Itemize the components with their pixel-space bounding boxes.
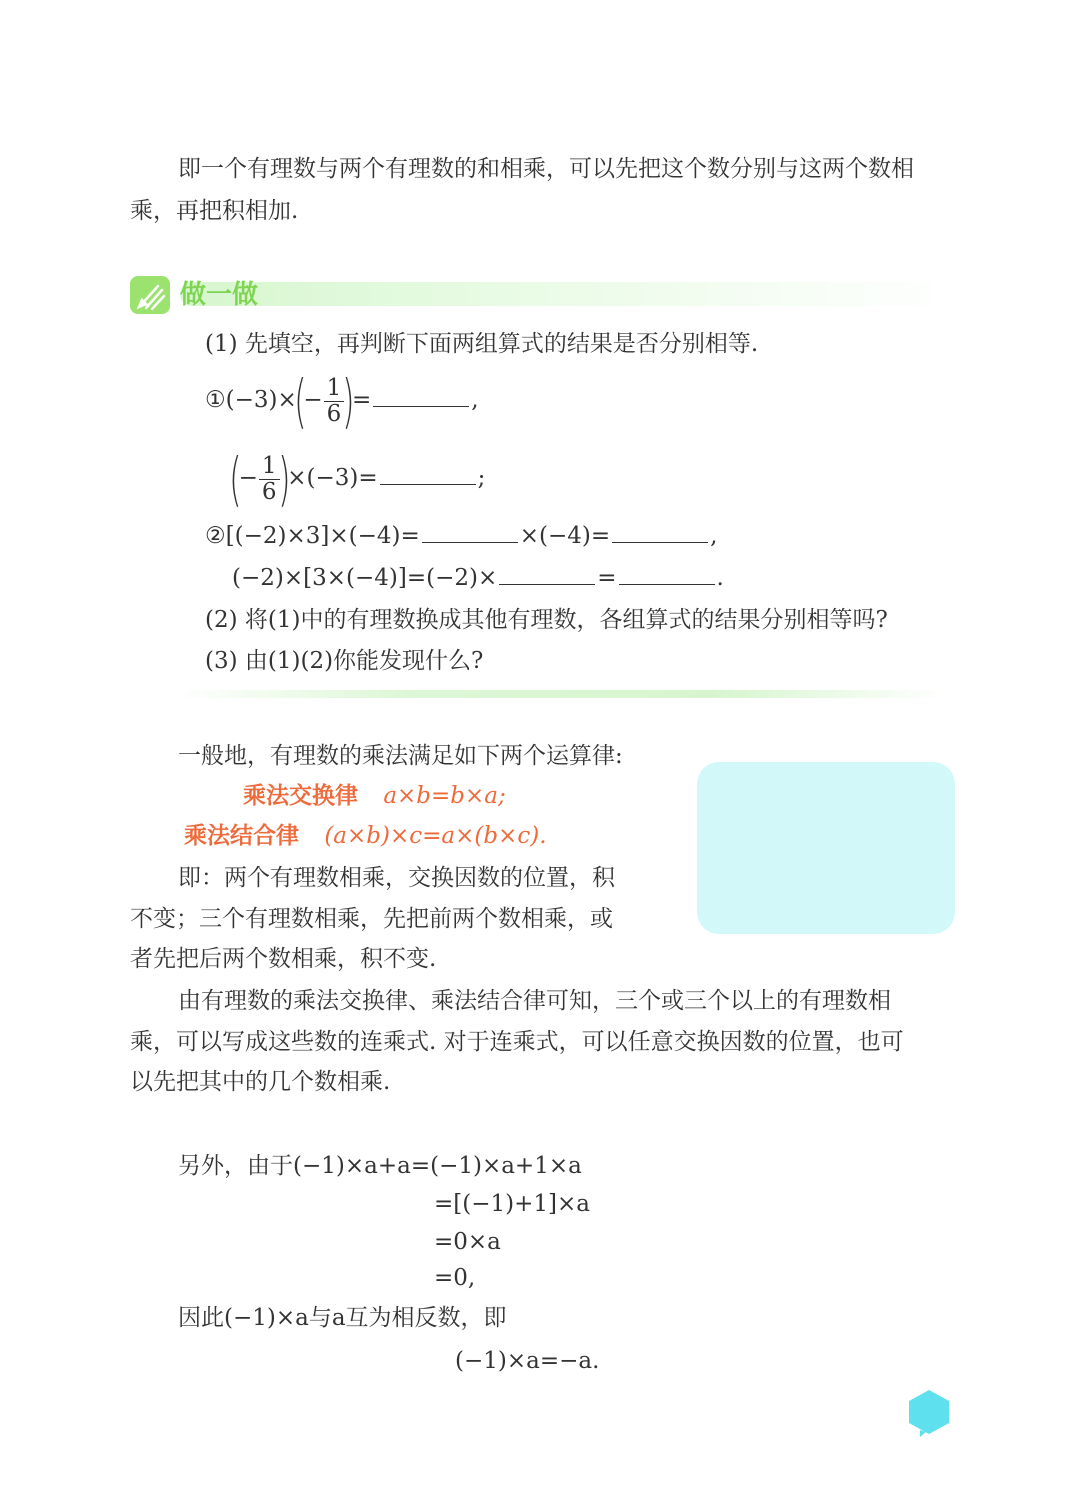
- eq2b-equals: =: [597, 565, 617, 591]
- section-divider: [175, 690, 945, 698]
- neg-sign: −: [238, 465, 258, 491]
- eq2a-middle: ×(−4)=: [519, 523, 611, 549]
- question-2: (2) 将(1)中的有理数换成其他有理数，各组算式的结果分别相等吗?: [205, 607, 888, 633]
- eq1b-semicolon: ;: [477, 465, 486, 491]
- frac-denominator: 6: [261, 478, 277, 505]
- paren-open: (: [293, 367, 307, 435]
- equation-1a: [205, 366, 479, 434]
- commutative-law: [243, 780, 506, 813]
- frac-numerator: 1: [259, 454, 280, 479]
- paren-close: ): [342, 367, 355, 435]
- eq2b-period: .: [716, 565, 724, 591]
- laws-intro: 一般地，有理数的乘法满足如下两个运算律:: [178, 743, 623, 769]
- laws-explain-2: 不变；三个有理数相乘，先把前两个数相乘，或: [130, 906, 613, 932]
- equation-2b: [232, 562, 724, 595]
- pencil-ruler-icon: [130, 276, 170, 314]
- laws-explain-3: 者先把后两个数相乘，积不变.: [130, 946, 437, 972]
- answer-blank[interactable]: [619, 566, 715, 585]
- commutative-law-name: 乘法交换律: [243, 783, 358, 809]
- derivation-line-5: 因此(−1)×a与a互为相反数，即: [178, 1305, 507, 1331]
- associative-law-formula: (a×b)×c=a×(b×c).: [324, 823, 547, 849]
- answer-blank[interactable]: [373, 388, 469, 407]
- question-3: (3) 由(1)(2)你能发现什么?: [205, 648, 484, 674]
- section-header-bar: [180, 282, 960, 306]
- eq1a-equals: =: [351, 387, 372, 413]
- para2-line-2: 乘，可以写成这些数的连乘式. 对于连乘式，可以任意交换因数的位置，也可: [130, 1029, 904, 1055]
- commutative-law-formula: a×b=b×a;: [383, 783, 506, 809]
- intro-line-2: 乘，再把积相加.: [130, 198, 299, 224]
- answer-blank[interactable]: [380, 466, 476, 485]
- eq2b-prefix: (−2)×[3×(−4)]=(−2)×: [232, 565, 498, 591]
- intro-line-1: 即一个有理数与两个有理数的和相乘，可以先把这个数分别与这两个数相: [178, 156, 914, 182]
- eq1a-comma: ,: [471, 387, 479, 413]
- laws-explain-1: 即：两个有理数相乘，交换因数的位置，积: [178, 865, 615, 891]
- eq1a-prefix: ①(−3)×: [205, 387, 297, 413]
- eq2a-comma: ,: [710, 523, 718, 549]
- derivation-result: (−1)×a=−a.: [455, 1348, 600, 1374]
- para2-line-1: 由有理数的乘法交换律、乘法结合律可知，三个或三个以上的有理数相: [178, 988, 891, 1014]
- frac-numerator: 1: [324, 376, 345, 401]
- equation-1b: [229, 444, 486, 513]
- paren-close: ): [277, 445, 291, 513]
- derivation-line-4: =0,: [434, 1265, 476, 1291]
- eq2a-prefix: ②[(−2)×3]×(−4)=: [205, 523, 420, 549]
- neg-sign: −: [303, 387, 323, 413]
- margin-note-box: [697, 762, 955, 934]
- derivation-line-2: =[(−1)+1]×a: [434, 1191, 590, 1217]
- derivation-line-3: =0×a: [434, 1229, 501, 1255]
- section-title: 做一做: [180, 280, 259, 310]
- page-corner-hexagon-icon: [906, 1388, 952, 1438]
- para2-line-3: 以先把其中的几个数相乘.: [130, 1069, 391, 1095]
- answer-blank[interactable]: [612, 524, 708, 543]
- eq1b-suffix: ×(−3)=: [287, 465, 378, 491]
- associative-law-name: 乘法结合律: [184, 823, 299, 849]
- paren-open: (: [229, 445, 242, 513]
- associative-law: [184, 820, 547, 853]
- answer-blank[interactable]: [499, 566, 595, 585]
- question-1: (1) 先填空，再判断下面两组算式的结果是否分别相等.: [205, 331, 759, 357]
- equation-2a: [205, 520, 717, 553]
- frac-denominator: 6: [326, 400, 342, 427]
- derivation-line-1: 另外，由于(−1)×a+a=(−1)×a+1×a: [178, 1153, 582, 1179]
- fraction-one-sixth: [259, 454, 280, 503]
- answer-blank[interactable]: [422, 524, 518, 543]
